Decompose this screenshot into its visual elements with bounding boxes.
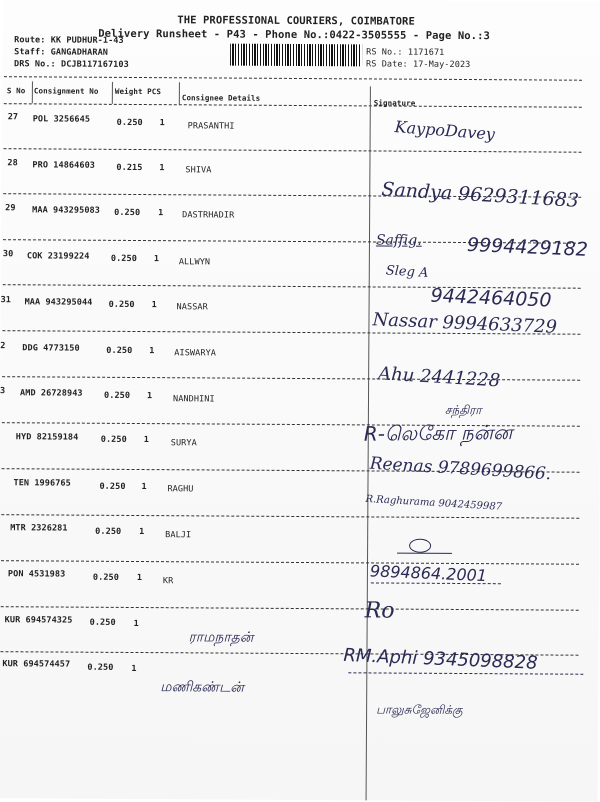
row-consignee: BALJI	[165, 530, 192, 541]
row-consignee: SURYA	[170, 438, 197, 449]
row-pcs: 1	[158, 208, 164, 219]
consignee-kur1-handwritten: ராமநாதன்	[188, 629, 254, 646]
row-weight: 0.215	[116, 162, 143, 174]
row-pcs: 1	[159, 118, 165, 129]
col-signature: Signature	[373, 98, 416, 108]
signature-30-name: Sleg A	[385, 263, 429, 281]
row-weight: 0.250	[106, 345, 133, 356]
row-consignee: KR	[162, 576, 174, 587]
row-consignee: RAGHU	[167, 484, 194, 495]
row-consignment: PON 4531983	[7, 569, 66, 580]
col-line	[112, 82, 113, 104]
rs-date: RS Date: 17-May-2023	[366, 59, 471, 71]
signature-kur1: Ro	[364, 598, 395, 624]
barcode	[230, 44, 362, 67]
row-weight: 0.250	[95, 526, 122, 537]
col-line	[179, 82, 180, 104]
staff-label: Staff: GANGADHARAN	[14, 47, 109, 58]
company-title: THE PROFESSIONAL COURIERS, COIMBATORE	[177, 14, 415, 28]
row-divider	[1, 606, 579, 611]
row-weight: 0.250	[89, 617, 116, 628]
row-consignee: SHIVA	[185, 165, 212, 176]
signature-3: R-லெகோ நன்ன	[363, 420, 513, 446]
row-sno: 27	[7, 112, 19, 123]
signature-29-name: Saffig.	[375, 232, 422, 249]
row-weight: 0.250	[92, 572, 120, 583]
row-pcs: 1	[149, 346, 155, 357]
row-pcs: 1	[131, 663, 137, 675]
signature-kur-last: பாலுசுஜேனிக்கு	[376, 702, 463, 717]
row-sno: 30	[2, 249, 14, 260]
row-consignment: MAA 943295083	[32, 205, 101, 216]
signature-ten: R.Raghurama 9042459987	[365, 493, 503, 513]
row-consignment: POL 3256645	[32, 114, 91, 125]
rs-number: RS No.: 1171671	[366, 47, 445, 58]
row-divider	[1, 514, 579, 519]
row-consignee: DASTRHADIR	[182, 210, 235, 221]
row-sno: 28	[7, 158, 18, 169]
row-consignee: NASSAR	[176, 302, 208, 313]
row-consignee: ALLWYN	[178, 257, 211, 268]
row-pcs: 1	[139, 527, 145, 538]
signature-31: Nassar 9994633729	[372, 309, 558, 338]
row-sno: 31	[0, 295, 12, 306]
signature-28: Sandya 9629311683	[380, 178, 580, 212]
row-consignment: MAA 943295044	[24, 297, 93, 308]
row-consignment: PRO 14864603	[32, 160, 96, 171]
row-consignment: MTR 2326281	[10, 523, 68, 534]
pen-stroke	[371, 582, 501, 584]
row-weight: 0.250	[114, 207, 141, 219]
row-weight: 0.250	[100, 434, 127, 445]
row-weight: 0.250	[103, 390, 131, 401]
row-consignment: HYD 82159184	[15, 432, 79, 443]
pen-stroke	[348, 672, 583, 674]
signature-29-phone: 9994429182	[466, 233, 589, 261]
col-consignment: Consignment No	[33, 86, 99, 96]
row-consignee: NANDHINI	[172, 394, 215, 405]
drs-number: DRS No.: DCJB117167103	[14, 59, 129, 70]
row-sno: 3	[0, 386, 6, 397]
row-pcs: 1	[136, 573, 143, 584]
consignee-kur2-handwritten: மணிகண்டன்	[160, 679, 244, 696]
row-consignee: PRASANTHI	[187, 121, 235, 132]
row-consignment: KUR 694574325	[4, 615, 73, 626]
row-divider	[1, 560, 579, 565]
row-divider	[4, 148, 582, 153]
row-consignment: DDG 4773150	[22, 343, 80, 354]
col-sno: S No	[6, 86, 26, 96]
row-consignee: AISWARYA	[174, 348, 217, 359]
col-consignee: Consignee Details	[181, 93, 261, 103]
signature-30-phone: 9442464050	[430, 284, 552, 312]
row-sno: 29	[5, 203, 16, 214]
col-weight-pcs: Weight PCS	[114, 86, 162, 97]
row-weight: 0.250	[99, 481, 126, 492]
column-divider	[4, 103, 582, 108]
route-label: Route: KK PUDHUR-1-43	[14, 35, 124, 46]
row-consignment: TEN 1996765	[13, 478, 71, 489]
signature-kur2: RM.Aphi 9345098828	[343, 644, 538, 674]
signature-27: KaypoDavey	[394, 117, 496, 144]
row-sno: 2	[0, 341, 6, 352]
runsheet-subtitle: Delivery Runsheet - P43 - Phone No.:0422-3505555 - Page No.:3	[98, 27, 490, 43]
row-weight: 0.250	[116, 117, 143, 129]
signature-3-tamil: சந்திரா	[444, 402, 482, 418]
signature-pon: 9894864.2001	[369, 561, 488, 586]
col-line	[32, 81, 33, 103]
signature-2: Ahu 2441228	[377, 363, 501, 392]
row-weight: 0.250	[110, 253, 137, 265]
row-weight: 0.250	[108, 299, 135, 310]
pen-stroke	[397, 553, 452, 554]
row-pcs: 1	[143, 435, 150, 446]
row-consignment: KUR 694574457	[2, 659, 71, 670]
header-divider	[4, 76, 582, 81]
row-pcs: 1	[159, 163, 165, 174]
pen-stroke	[409, 539, 431, 553]
row-pcs: 1	[133, 618, 139, 630]
row-pcs: 1	[146, 391, 153, 402]
row-pcs: 1	[153, 254, 160, 265]
row-pcs: 1	[141, 482, 147, 493]
row-weight: 0.250	[87, 662, 114, 673]
row-pcs: 1	[151, 300, 157, 311]
row-consignment: AMD 26728943	[20, 388, 83, 399]
signature-hyd: Reenas 9789699866.	[369, 453, 552, 485]
row-consignment: COK 23199224	[26, 251, 90, 262]
